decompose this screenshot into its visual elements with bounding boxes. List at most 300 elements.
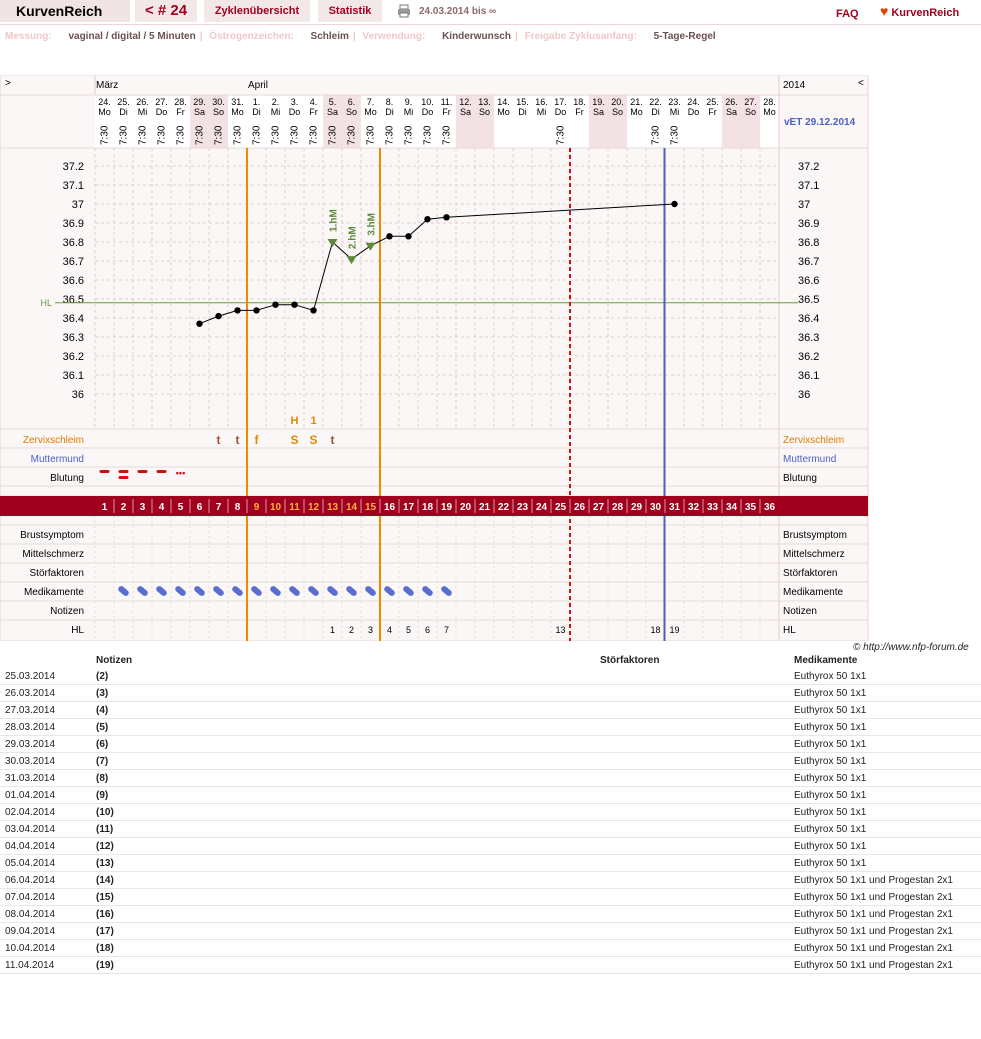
y-tick-right: 36.9	[798, 218, 820, 230]
cycle-number-tab[interactable]: < # 24	[135, 0, 197, 22]
disturb-header: Störfaktoren	[600, 655, 660, 666]
y-tick-right: 37	[798, 199, 811, 211]
row-disturb	[598, 668, 792, 685]
cervix-symbol: S	[309, 433, 318, 447]
measure-time-label: 7:30	[289, 125, 301, 145]
row-cycle-day: (3)	[94, 685, 598, 702]
cycle-day-number: 24	[535, 502, 548, 513]
day-weekday-label: Do	[554, 107, 567, 117]
cycle-day-number: 26	[573, 502, 586, 513]
cycle-day-number: 9	[253, 502, 260, 513]
day-weekday-label: Do	[288, 107, 301, 117]
measure-time-label: 7:30	[232, 125, 244, 145]
temperature-point	[272, 302, 278, 308]
day-weekday-label: Mo	[231, 107, 244, 117]
temperature-point	[443, 214, 449, 220]
y-tick-left: 37.2	[62, 161, 84, 173]
row-medication: Euthyrox 50 1x1 und Progestan 2x1	[792, 923, 981, 940]
cycle-day-number: 14	[345, 502, 358, 513]
cycle-day-number: 29	[630, 502, 643, 513]
notes-table-row	[0, 957, 981, 974]
day-date-label: 21.	[630, 97, 643, 107]
day-date-label: 22.	[649, 97, 662, 107]
cycle-day-number: 1	[101, 502, 108, 513]
day-weekday-label: Di	[518, 107, 527, 117]
brand-logo[interactable]	[880, 3, 959, 19]
row-date: 27.03.2014	[0, 702, 94, 719]
row-date: 11.04.2014	[0, 957, 94, 974]
notes-table-row	[0, 702, 981, 719]
notes-table-row	[0, 753, 981, 770]
day-date-label: 26.	[725, 97, 738, 107]
day-weekday-label: So	[478, 107, 491, 117]
day-weekday-label: Sa	[592, 107, 605, 117]
cycle-day-number: 12	[307, 502, 320, 513]
chart-next-arrow[interactable]: <	[858, 78, 864, 89]
day-date-label: 29.	[193, 97, 206, 107]
estrogen-value: Schleim	[310, 31, 349, 42]
cycle-day-number: 18	[421, 502, 434, 513]
notes-header: Notizen	[96, 655, 133, 666]
row-cycle-day: (8)	[94, 770, 598, 787]
row-date: 31.03.2014	[0, 770, 94, 787]
row-cycle-day: (7)	[94, 753, 598, 770]
measure-time-label: 7:30	[422, 125, 434, 145]
cycle-day-number: 28	[611, 502, 624, 513]
due-date-label: vET 29.12.2014	[784, 117, 856, 128]
day-date-label: 6.	[347, 97, 356, 107]
day-weekday-label: Mi	[270, 107, 281, 117]
measure-time-label: 7:30	[365, 125, 377, 145]
measure-time-label: 7:30	[384, 125, 396, 145]
hl-count: 19	[669, 625, 680, 635]
y-tick-right: 36.5	[798, 294, 820, 306]
notes-table-row	[0, 736, 981, 753]
day-weekday-label: Do	[155, 107, 168, 117]
temperature-point	[424, 216, 430, 222]
app-title-tab[interactable]: KurvenReich	[0, 0, 130, 22]
notes-table-row	[0, 940, 981, 957]
day-weekday-label: Fr	[575, 107, 584, 117]
row-cycle-day: (15)	[94, 889, 598, 906]
day-weekday-label: Mi	[536, 107, 547, 117]
day-date-label: 16.	[535, 97, 548, 107]
row-cycle-day: (10)	[94, 804, 598, 821]
cycle-day-number: 33	[706, 502, 719, 513]
day-date-label: 25.	[706, 97, 719, 107]
release-label: Freigabe Zyklusanfang:	[524, 31, 637, 42]
row-label-cervix-os-right: Muttermund	[783, 454, 837, 465]
bleeding-mark	[157, 470, 167, 473]
temperature-point	[196, 321, 202, 327]
forum-credit: © http://www.nfp-forum.de	[853, 642, 969, 653]
row-medication: Euthyrox 50 1x1	[792, 736, 981, 753]
measure-time-label: 7:30	[99, 125, 111, 145]
measure-time-label: 7:30	[194, 125, 206, 145]
usage-value: Kinderwunsch	[442, 31, 511, 42]
row-disturb	[598, 719, 792, 736]
day-date-label: 28.	[763, 97, 776, 107]
row-cycle-day: (19)	[94, 957, 598, 974]
hl-count: 6	[424, 625, 431, 635]
day-weekday-label: Mo	[364, 107, 377, 117]
chart-background	[0, 75, 868, 641]
cycle-day-number: 27	[592, 502, 605, 513]
day-date-label: 5.	[328, 97, 337, 107]
cycle-day-number: 11	[289, 502, 300, 513]
cervix-symbol: S	[290, 433, 299, 447]
day-date-label: 24.	[687, 97, 700, 107]
hl-count: 18	[650, 625, 661, 635]
day-date-label: 27.	[155, 97, 168, 107]
day-date-label: 28.	[174, 97, 187, 107]
row-date: 03.04.2014	[0, 821, 94, 838]
day-date-label: 1.	[252, 97, 261, 107]
row-date: 10.04.2014	[0, 940, 94, 957]
row-cycle-day: (9)	[94, 787, 598, 804]
printer-icon[interactable]	[397, 4, 411, 18]
day-date-label: 4.	[309, 97, 318, 107]
row-label-midpain: Mittelschmerz	[22, 549, 84, 560]
hl-count: 1	[329, 625, 336, 635]
row-medication: Euthyrox 50 1x1	[792, 821, 981, 838]
measure-time-label: 7:30	[403, 125, 415, 145]
measurement-value: vaginal / digital / 5 Minuten	[68, 31, 196, 42]
cycle-day-number: 2	[120, 502, 127, 513]
day-weekday-label: So	[345, 107, 358, 117]
measure-time-label: 7:30	[156, 125, 168, 145]
day-date-label: 7.	[366, 97, 375, 107]
row-medication: Euthyrox 50 1x1 und Progestan 2x1	[792, 957, 981, 974]
day-date-label: 10.	[421, 97, 434, 107]
row-disturb	[598, 923, 792, 940]
day-weekday-label: Mi	[403, 107, 414, 117]
row-date: 26.03.2014	[0, 685, 94, 702]
day-weekday-label: Di	[385, 107, 394, 117]
day-weekday-label: Fr	[708, 107, 717, 117]
row-disturb	[598, 787, 792, 804]
row-date: 28.03.2014	[0, 719, 94, 736]
y-tick-right: 36.6	[798, 275, 820, 287]
row-label-cervix-os: Muttermund	[30, 454, 84, 465]
cycle-settings-line: Messung: vaginal / digital / 5 Minuten | Östrogenzeichen: Schleim | Verwendung: Kinderwunsch | Freigabe Zyklusanfang: 5-Tage-Regel	[5, 31, 716, 42]
measure-time-label: 7:30	[555, 125, 567, 145]
cycle-day-number: 19	[440, 502, 453, 513]
y-tick-left: 36.7	[62, 256, 84, 268]
notes-table-row	[0, 668, 981, 685]
day-date-label: 17.	[554, 97, 567, 107]
day-date-label: 11.	[440, 97, 453, 107]
day-weekday-label: Fr	[309, 107, 318, 117]
temperature-point	[405, 233, 411, 239]
y-tick-right: 37.1	[798, 180, 820, 192]
day-weekday-label: Di	[119, 107, 128, 117]
y-tick-left: 36.5	[62, 294, 84, 306]
row-disturb	[598, 770, 792, 787]
spotting-mark: •••	[175, 468, 186, 478]
day-weekday-label: Fr	[442, 107, 451, 117]
measure-time-label: 7:30	[327, 125, 339, 145]
measure-time-label: 7:30	[270, 125, 282, 145]
y-tick-right: 36.3	[798, 332, 820, 344]
row-date: 08.04.2014	[0, 906, 94, 923]
temperature-point	[310, 307, 316, 313]
temperature-point	[291, 302, 297, 308]
row-medication: Euthyrox 50 1x1	[792, 668, 981, 685]
row-medication: Euthyrox 50 1x1 und Progestan 2x1	[792, 906, 981, 923]
cervix-top-label: H	[290, 415, 299, 427]
cervix-symbol: t	[235, 433, 240, 447]
day-weekday-label: Di	[252, 107, 261, 117]
row-disturb	[598, 804, 792, 821]
day-weekday-label: Sa	[193, 107, 206, 117]
y-tick-right: 36.2	[798, 351, 820, 363]
day-date-label: 12.	[459, 97, 472, 107]
year-label: 2014	[783, 80, 806, 91]
measure-time-label: 7:30	[650, 125, 662, 145]
hl-count: 13	[555, 625, 566, 635]
day-date-label: 19.	[592, 97, 605, 107]
y-tick-right: 36.1	[798, 370, 820, 382]
day-weekday-label: Di	[651, 107, 660, 117]
row-label-midpain-right: Mittelschmerz	[783, 549, 845, 560]
measure-time-label: 7:30	[175, 125, 187, 145]
measure-time-label: 7:30	[137, 125, 149, 145]
cycle-day-number: 21	[478, 502, 491, 513]
day-weekday-label: Mo	[497, 107, 510, 117]
cycle-day-number: 3	[139, 502, 146, 513]
day-weekday-label: So	[611, 107, 624, 117]
row-disturb	[598, 872, 792, 889]
cervix-symbol: f	[254, 433, 259, 447]
day-weekday-label: Mi	[669, 107, 680, 117]
cycle-day-number: 36	[763, 502, 776, 513]
cycle-day-number: 23	[516, 502, 529, 513]
row-disturb	[598, 906, 792, 923]
y-tick-left: 37.1	[62, 180, 84, 192]
y-tick-right: 36.8	[798, 237, 820, 249]
hl-count: 4	[386, 625, 393, 635]
row-disturb	[598, 736, 792, 753]
notes-table	[0, 653, 981, 974]
cervix-top-label: 1	[310, 415, 317, 427]
temperature-point	[234, 307, 240, 313]
row-label-bleeding: Blutung	[50, 473, 84, 484]
day-weekday-label: Sa	[459, 107, 472, 117]
notes-table-row	[0, 804, 981, 821]
row-date: 09.04.2014	[0, 923, 94, 940]
row-label-breast-right: Brustsymptom	[783, 530, 847, 541]
cycle-day-number: 7	[215, 502, 222, 513]
y-tick-right: 36.7	[798, 256, 820, 268]
day-weekday-label: So	[212, 107, 225, 117]
row-disturb	[598, 821, 792, 838]
day-date-label: 24.	[98, 97, 111, 107]
cycle-day-number: 4	[158, 502, 165, 513]
temperature-point	[386, 233, 392, 239]
hm-label: 2.hM	[347, 226, 359, 250]
chart-prev-arrow[interactable]: >	[5, 78, 11, 89]
notes-table-row	[0, 906, 981, 923]
usage-label: Verwendung:	[362, 31, 426, 42]
cycle-day-band	[0, 496, 868, 516]
day-date-label: 18.	[573, 97, 586, 107]
cycle-day-number: 35	[744, 502, 757, 513]
row-label-notes-right: Notizen	[783, 606, 817, 617]
cycle-day-number: 10	[269, 502, 282, 513]
measure-time-label: 7:30	[669, 125, 681, 145]
row-label-breast: Brustsymptom	[20, 530, 84, 541]
hl-count: 2	[348, 625, 355, 635]
y-tick-left: 36.6	[62, 275, 84, 287]
month-label-march: März	[96, 80, 119, 91]
cycle-day-number: 15	[364, 502, 377, 513]
measure-time-label: 7:30	[118, 125, 130, 145]
row-label-bleeding-right: Blutung	[783, 473, 817, 484]
cycle-day-number: 34	[725, 502, 738, 513]
month-label-april: April	[248, 80, 269, 91]
row-cycle-day: (16)	[94, 906, 598, 923]
y-tick-left: 36.4	[62, 313, 84, 325]
day-date-label: 13.	[478, 97, 491, 107]
day-date-label: 25.	[117, 97, 130, 107]
cycle-overview-tab[interactable]: Zyklenübersicht	[204, 0, 310, 22]
row-medication: Euthyrox 50 1x1	[792, 804, 981, 821]
row-date: 02.04.2014	[0, 804, 94, 821]
day-date-label: 15.	[516, 97, 529, 107]
cycle-day-number: 22	[497, 502, 510, 513]
y-tick-right: 36	[798, 389, 811, 401]
row-date: 25.03.2014	[0, 668, 94, 685]
top-nav-bar	[0, 0, 981, 25]
day-date-label: 9.	[404, 97, 413, 107]
row-cycle-day: (14)	[94, 872, 598, 889]
bleeding-mark	[138, 470, 148, 473]
row-label-notes: Notizen	[50, 606, 84, 617]
row-medication: Euthyrox 50 1x1	[792, 855, 981, 872]
measure-time-label: 7:30	[441, 125, 453, 145]
cycle-day-number: 30	[649, 502, 662, 513]
y-tick-left: 36.3	[62, 332, 84, 344]
cycle-day-number: 31	[668, 502, 681, 513]
day-date-label: 3.	[290, 97, 299, 107]
day-date-label: 26.	[136, 97, 149, 107]
row-disturb	[598, 702, 792, 719]
row-date: 29.03.2014	[0, 736, 94, 753]
cycle-day-number: 17	[402, 502, 415, 513]
hl-count: 3	[367, 625, 374, 635]
row-disturb	[598, 940, 792, 957]
row-medication: Euthyrox 50 1x1	[792, 685, 981, 702]
day-date-label: 8.	[385, 97, 394, 107]
hm-label: 1.hM	[328, 209, 340, 232]
row-disturb	[598, 838, 792, 855]
measure-time-label: 7:30	[346, 125, 358, 145]
row-label-hl-right: HL	[783, 625, 796, 636]
row-medication: Euthyrox 50 1x1	[792, 787, 981, 804]
coverline-label: HL	[40, 298, 52, 308]
row-cycle-day: (17)	[94, 923, 598, 940]
notes-table-row	[0, 770, 981, 787]
release-value: 5-Tage-Regel	[653, 31, 716, 42]
measure-time-label: 7:30	[251, 125, 263, 145]
cycle-chart	[0, 75, 870, 641]
row-medication: Euthyrox 50 1x1 und Progestan 2x1	[792, 940, 981, 957]
cycle-date-range: 24.03.2014 bis ∞	[419, 6, 497, 17]
row-date: 05.04.2014	[0, 855, 94, 872]
notes-table-row	[0, 872, 981, 889]
day-weekday-label: Do	[421, 107, 434, 117]
y-tick-right: 36.4	[798, 313, 820, 325]
day-date-label: 20.	[611, 97, 624, 107]
day-weekday-label: Do	[687, 107, 700, 117]
notes-table-row	[0, 719, 981, 736]
cycle-day-number: 6	[196, 502, 203, 513]
day-date-label: 27.	[744, 97, 757, 107]
y-tick-left: 36.9	[62, 218, 84, 230]
day-weekday-label: So	[744, 107, 757, 117]
row-cycle-day: (13)	[94, 855, 598, 872]
cervix-symbol: t	[330, 433, 335, 447]
notes-table-row	[0, 821, 981, 838]
row-medication: Euthyrox 50 1x1	[792, 719, 981, 736]
temperature-point	[671, 201, 677, 207]
row-disturb	[598, 685, 792, 702]
temperature-point	[253, 307, 259, 313]
notes-table-row	[0, 923, 981, 940]
notes-table-row	[0, 838, 981, 855]
row-date: 07.04.2014	[0, 889, 94, 906]
temperature-point	[215, 313, 221, 319]
meds-header: Medikamente	[794, 655, 858, 666]
row-date: 01.04.2014	[0, 787, 94, 804]
y-tick-left: 36.8	[62, 237, 84, 249]
row-disturb	[598, 889, 792, 906]
cycle-day-number: 20	[459, 502, 472, 513]
measure-time-label: 7:30	[308, 125, 320, 145]
row-cycle-day: (4)	[94, 702, 598, 719]
day-date-label: 31.	[231, 97, 244, 107]
y-tick-left: 36.2	[62, 351, 84, 363]
measurement-label: Messung:	[5, 31, 52, 42]
day-weekday-label: Mo	[98, 107, 111, 117]
row-disturb	[598, 753, 792, 770]
faq-link[interactable]: FAQ	[836, 8, 859, 20]
bleeding-mark	[100, 470, 110, 473]
cycle-day-number: 16	[383, 502, 396, 513]
row-label-cervix-right: Zervixschleim	[783, 435, 845, 446]
row-date: 04.04.2014	[0, 838, 94, 855]
row-label-hl: HL	[71, 625, 84, 636]
y-tick-left: 36.1	[62, 370, 84, 382]
y-tick-left: 37	[71, 199, 84, 211]
heart-logo-icon: ♥	[880, 3, 889, 19]
row-label-meds: Medikamente	[23, 587, 84, 598]
day-weekday-label: Mo	[763, 107, 776, 117]
day-weekday-label: Sa	[725, 107, 738, 117]
row-medication: Euthyrox 50 1x1	[792, 770, 981, 787]
statistics-tab[interactable]: Statistik	[318, 0, 382, 22]
day-date-label: 2.	[271, 97, 280, 107]
row-cycle-day: (2)	[94, 668, 598, 685]
estrogen-label: Östrogenzeichen:	[209, 31, 294, 42]
row-medication: Euthyrox 50 1x1 und Progestan 2x1	[792, 872, 981, 889]
row-label-disturb-right: Störfaktoren	[783, 568, 838, 579]
row-cycle-day: (5)	[94, 719, 598, 736]
day-date-label: 30.	[212, 97, 225, 107]
row-label-disturb: Störfaktoren	[29, 568, 84, 579]
notes-table-row	[0, 889, 981, 906]
